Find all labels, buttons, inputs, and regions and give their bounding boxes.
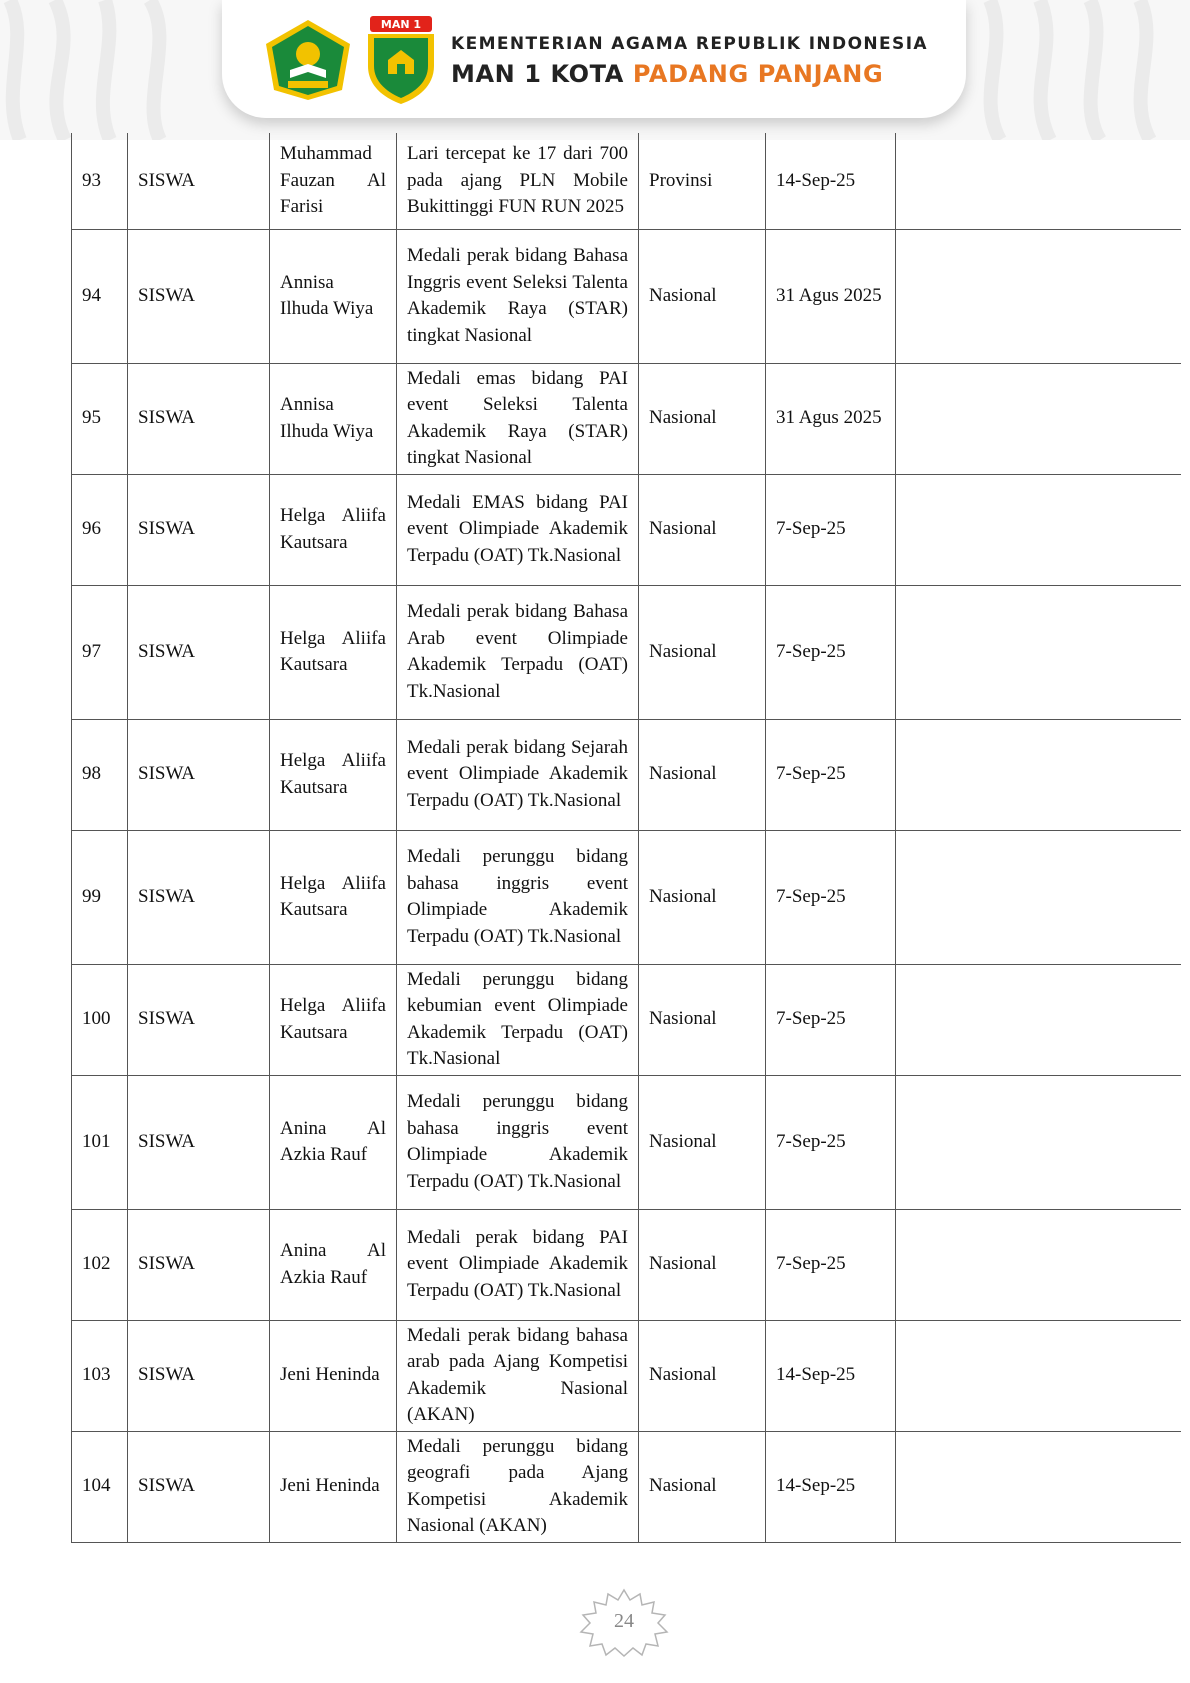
row-category: SISWA [128, 1431, 270, 1542]
row-description: Medali perunggu bidang bahasa inggris event Olimpiade Akademik Terpadu (OAT) Tk.Nasional [397, 1075, 639, 1209]
row-number: 98 [72, 719, 128, 830]
table-row [72, 1075, 1181, 1209]
row-name: Helga Aliifa Kautsara [270, 830, 397, 964]
row-empty-cell [896, 474, 1181, 585]
row-category: SISWA [128, 363, 270, 474]
row-description: Medali perak bidang Bahasa Arab event Olimpiade Akademik Terpadu (OAT) Tk.Nasional [397, 585, 639, 719]
row-category: SISWA [128, 964, 270, 1075]
row-name: Helga Aliifa Kautsara [270, 719, 397, 830]
row-name: Helga Aliifa Kautsara [270, 964, 397, 1075]
row-name: Jeni Heninda [270, 1431, 397, 1542]
table-row [72, 1209, 1181, 1320]
row-category: SISWA [128, 1320, 270, 1431]
row-number: 99 [72, 830, 128, 964]
row-level: Nasional [639, 719, 766, 830]
row-empty-cell [896, 1075, 1181, 1209]
row-level: Nasional [639, 585, 766, 719]
row-number: 104 [72, 1431, 128, 1542]
row-name: Anina Al Azkia Rauf [270, 1075, 397, 1209]
row-number: 103 [72, 1320, 128, 1431]
row-name: Annisa Ilhuda Wiya [270, 363, 397, 474]
row-date: 7-Sep-25 [766, 585, 896, 719]
row-category: SISWA [128, 229, 270, 363]
row-date: 7-Sep-25 [766, 1209, 896, 1320]
row-category: SISWA [128, 830, 270, 964]
row-category: SISWA [128, 1075, 270, 1209]
man1-school-logo-icon [360, 14, 442, 106]
ministry-title: KEMENTERIAN AGAMA REPUBLIK INDONESIA [451, 34, 928, 54]
row-description: Medali perak bidang bahasa arab pada Ajang Kompetisi Akademik Nasional (AKAN) [397, 1320, 639, 1431]
letterhead [222, 0, 966, 118]
row-level: Nasional [639, 964, 766, 1075]
row-category: SISWA [128, 474, 270, 585]
row-date: 7-Sep-25 [766, 719, 896, 830]
row-name: Helga Aliifa Kautsara [270, 585, 397, 719]
achievement-table [71, 133, 1181, 1543]
row-level: Nasional [639, 229, 766, 363]
row-empty-cell [896, 830, 1181, 964]
row-empty-cell [896, 585, 1181, 719]
row-level: Nasional [639, 1320, 766, 1431]
row-number: 97 [72, 585, 128, 719]
row-date: 14-Sep-25 [766, 1431, 896, 1542]
row-level: Nasional [639, 1209, 766, 1320]
row-level: Nasional [639, 363, 766, 474]
row-category: SISWA [128, 719, 270, 830]
row-empty-cell [896, 1431, 1181, 1542]
row-name: Jeni Heninda [270, 1320, 397, 1431]
school-title-prefix: MAN 1 KOTA [451, 60, 633, 88]
row-category: SISWA [128, 1209, 270, 1320]
school-title [451, 60, 883, 88]
row-level: Nasional [639, 474, 766, 585]
row-date: 14-Sep-25 [766, 133, 896, 229]
table-row [72, 830, 1181, 964]
row-number: 101 [72, 1075, 128, 1209]
table-row [72, 133, 1181, 229]
row-number: 100 [72, 964, 128, 1075]
row-description: Medali perunggu bidang bahasa inggris event Olimpiade Akademik Terpadu (OAT) Tk.Nasional [397, 830, 639, 964]
row-description: Medali perunggu bidang kebumian event Olimpiade Akademik Terpadu (OAT) Tk.Nasional [397, 964, 639, 1075]
row-level: Nasional [639, 830, 766, 964]
row-number: 96 [72, 474, 128, 585]
row-level: Nasional [639, 1075, 766, 1209]
svg-text:MAN 1: MAN 1 [380, 18, 422, 31]
row-date: 7-Sep-25 [766, 1075, 896, 1209]
table-row [72, 474, 1181, 585]
page-number: 24 [614, 1610, 634, 1632]
row-date: 14-Sep-25 [766, 1320, 896, 1431]
row-description: Medali perunggu bidang geografi pada Ajang Kompetisi Akademik Nasional (AKAN) [397, 1431, 639, 1542]
row-description: Medali perak bidang Bahasa Inggris event Seleksi Talenta Akademik Raya (STAR) tingkat Nasional [397, 229, 639, 363]
table-row [72, 585, 1181, 719]
table-row [72, 964, 1181, 1075]
row-empty-cell [896, 964, 1181, 1075]
table-row [72, 363, 1181, 474]
row-name: Annisa Ilhuda Wiya [270, 229, 397, 363]
row-description: Lari tercepat ke 17 dari 700 pada ajang PLN Mobile Bukittinggi FUN RUN 2025 [397, 133, 639, 229]
row-name: Anina Al Azkia Rauf [270, 1209, 397, 1320]
row-empty-cell [896, 719, 1181, 830]
row-empty-cell [896, 229, 1181, 363]
row-description: Medali perak bidang PAI event Olimpiade Akademik Terpadu (OAT) Tk.Nasional [397, 1209, 639, 1320]
row-name: Helga Aliifa Kautsara [270, 474, 397, 585]
row-date: 31 Agus 2025 [766, 363, 896, 474]
row-category: SISWA [128, 133, 270, 229]
row-empty-cell [896, 1320, 1181, 1431]
row-level: Provinsi [639, 133, 766, 229]
row-number: 95 [72, 363, 128, 474]
school-title-accent: PADANG PANJANG [632, 60, 884, 88]
row-description: Medali EMAS bidang PAI event Olimpiade Akademik Terpadu (OAT) Tk.Nasional [397, 474, 639, 585]
row-number: 93 [72, 133, 128, 229]
row-date: 7-Sep-25 [766, 474, 896, 585]
row-date: 7-Sep-25 [766, 830, 896, 964]
row-empty-cell [896, 1209, 1181, 1320]
row-empty-cell [896, 363, 1181, 474]
row-number: 94 [72, 229, 128, 363]
table-row [72, 229, 1181, 363]
page-number-badge [574, 1588, 674, 1658]
table-row [72, 1431, 1181, 1542]
row-date: 31 Agus 2025 [766, 229, 896, 363]
kemenag-emblem-icon [262, 18, 354, 102]
row-number: 102 [72, 1209, 128, 1320]
row-level: Nasional [639, 1431, 766, 1542]
row-category: SISWA [128, 585, 270, 719]
table-row [72, 719, 1181, 830]
table-row [72, 1320, 1181, 1431]
row-date: 7-Sep-25 [766, 964, 896, 1075]
row-description: Medali perak bidang Sejarah event Olimpiade Akademik Terpadu (OAT) Tk.Nasional [397, 719, 639, 830]
row-empty-cell [896, 133, 1181, 229]
row-description: Medali emas bidang PAI event Seleksi Talenta Akademik Raya (STAR) tingkat Nasional [397, 363, 639, 474]
row-name: Muhammad Fauzan Al Farisi [270, 133, 397, 229]
